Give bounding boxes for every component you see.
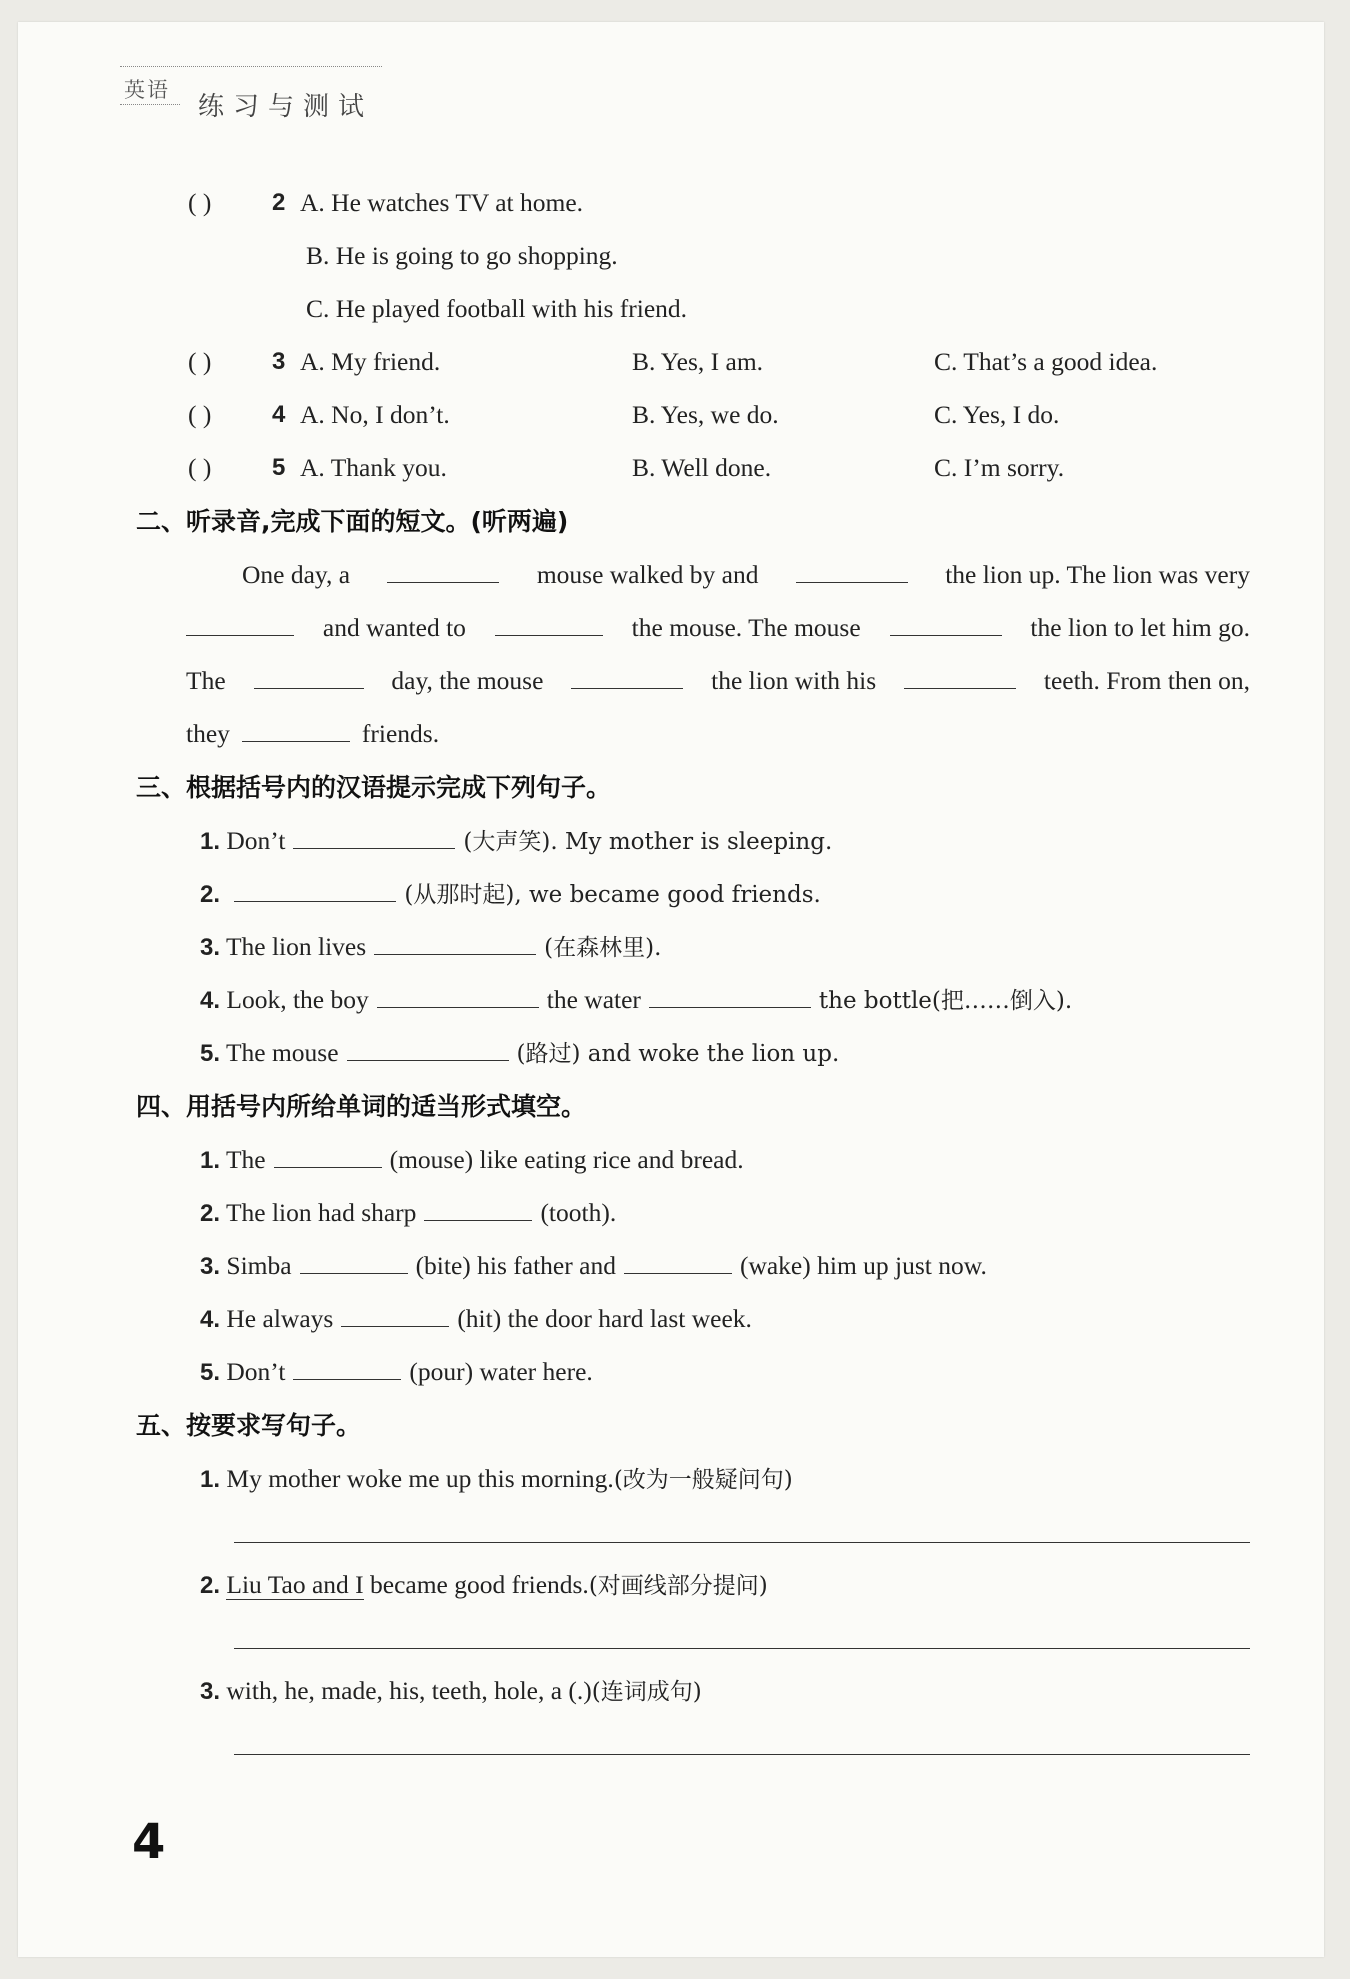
passage-text: the lion to let him go.: [1030, 613, 1250, 642]
item-text: The lion lives: [225, 932, 367, 961]
item-text: (大声笑). My mother is sleeping.: [463, 829, 833, 855]
passage-blank[interactable]: [186, 613, 294, 636]
item-number: 5.: [200, 1359, 221, 1386]
answer-blank[interactable]: [347, 1038, 509, 1061]
item-text: (bite) his father and: [415, 1251, 616, 1280]
answer-blank[interactable]: [341, 1304, 449, 1327]
section-2-heading: 二、听录音,完成下面的短文。(听两遍): [136, 507, 569, 536]
item-number: 4.: [200, 1306, 221, 1333]
s4-item-5: [200, 1356, 593, 1389]
paren-answer-3[interactable]: ( ): [188, 347, 212, 376]
passage-line-4: [186, 718, 439, 750]
header-dotted-rule-short: [120, 104, 180, 105]
item-text: became good friends.: [363, 1570, 589, 1599]
item-num-4: 4: [272, 401, 286, 428]
passage-line-3: [186, 665, 1250, 697]
paren-answer-2[interactable]: ( ): [188, 188, 212, 217]
item-text: (hit) the door hard last week.: [457, 1304, 752, 1333]
item-number: 2.: [200, 1572, 221, 1599]
paren-answer-5[interactable]: ( ): [188, 453, 212, 482]
option-4a: A. No, I don’t.: [300, 400, 450, 429]
item-text: He always: [226, 1304, 334, 1333]
item-text: The lion had sharp: [225, 1198, 417, 1227]
item-number: 1.: [200, 828, 221, 855]
option-3b: B. Yes, I am.: [632, 347, 764, 376]
passage-blank[interactable]: [387, 560, 499, 583]
item-hint: (连词成句): [591, 1679, 702, 1705]
item-number: 5.: [200, 1040, 221, 1067]
item-text: (在森林里).: [544, 935, 662, 961]
page-number: 4: [132, 1814, 166, 1870]
option-4c: C. Yes, I do.: [934, 400, 1060, 429]
item-number: 3.: [200, 1253, 221, 1280]
item-text: (路过) and woke the lion up.: [516, 1041, 840, 1067]
option-3c: C. That’s a good idea.: [934, 347, 1158, 376]
s5-item-2: [200, 1569, 768, 1602]
item-text: the water: [546, 985, 641, 1014]
item-num-3: 3: [272, 348, 286, 375]
passage-blank[interactable]: [796, 560, 908, 583]
passage-blank[interactable]: [242, 719, 350, 742]
item-text: (从那时起), we became good friends.: [404, 882, 821, 908]
item-number: 2.: [200, 881, 221, 908]
item-text: My mother woke me up this morning.: [226, 1464, 614, 1493]
item-num-2: 2: [272, 189, 286, 216]
passage-text: teeth. From then on,: [1043, 666, 1250, 695]
s5-item-1: [200, 1463, 793, 1496]
passage-text: day, the mouse: [391, 666, 544, 695]
s4-item-1: [200, 1144, 744, 1177]
passage-blank[interactable]: [904, 666, 1016, 689]
underlined-phrase: Liu Tao and I: [226, 1570, 364, 1599]
answer-blank[interactable]: [624, 1251, 732, 1274]
passage-text: the lion with his: [711, 666, 877, 695]
s4-item-3: [200, 1250, 987, 1283]
answer-blank[interactable]: [300, 1251, 408, 1274]
s4-item-4: [200, 1303, 752, 1336]
passage-line-2: [186, 612, 1250, 644]
answer-blank[interactable]: [293, 1357, 401, 1380]
s3-item-4: [200, 984, 1072, 1017]
s4-item-2: [200, 1197, 616, 1230]
answer-line-3[interactable]: [234, 1754, 1250, 1755]
item-text: Simba: [226, 1251, 292, 1280]
header-book-title: 练习与测试: [198, 92, 374, 122]
answer-blank[interactable]: [424, 1198, 532, 1221]
section-3-heading: 三、根据括号内的汉语提示完成下列句子。: [136, 773, 612, 802]
answer-blank[interactable]: [293, 826, 455, 849]
passage-text: the mouse. The mouse: [631, 613, 861, 642]
option-3a: A. My friend.: [300, 347, 441, 376]
section-4-heading: 四、用括号内所给单词的适当形式填空。: [136, 1092, 587, 1121]
passage-blank[interactable]: [890, 613, 1002, 636]
item-number: 1.: [200, 1147, 221, 1174]
passage-blank[interactable]: [571, 666, 683, 689]
passage-text: The: [186, 666, 226, 695]
answer-blank[interactable]: [234, 879, 396, 902]
passage-line-1: [242, 559, 1250, 591]
header-dotted-rule: [120, 66, 382, 67]
s3-item-3: [200, 931, 661, 964]
option-2c: C. He played football with his friend.: [306, 294, 688, 323]
item-text: (pour) water here.: [409, 1357, 593, 1386]
item-text: (mouse) like eating rice and bread.: [389, 1145, 744, 1174]
passage-blank[interactable]: [495, 613, 603, 636]
item-text: with, he, made, his, teeth, hole, a (.): [226, 1676, 592, 1705]
item-text: the bottle(把……倒入).: [818, 988, 1073, 1014]
item-text: Look, the boy: [226, 985, 369, 1014]
option-5b: B. Well done.: [632, 453, 772, 482]
s3-item-2: [200, 878, 821, 911]
answer-blank[interactable]: [274, 1145, 382, 1168]
item-number: 2.: [200, 1200, 221, 1227]
item-text: (wake) him up just now.: [739, 1251, 987, 1280]
item-text: Don’t: [226, 1357, 286, 1386]
passage-text: One day, a: [242, 560, 351, 589]
answer-line-2[interactable]: [234, 1648, 1250, 1649]
item-hint: (对画线部分提问): [588, 1573, 768, 1599]
passage-text: friends.: [361, 719, 440, 748]
item-number: 1.: [200, 1466, 221, 1493]
s3-item-1: [200, 825, 832, 858]
header-subject: 英语: [124, 78, 170, 102]
option-4b: B. Yes, we do.: [632, 400, 779, 429]
paren-answer-4[interactable]: ( ): [188, 400, 212, 429]
answer-line-1[interactable]: [234, 1542, 1250, 1543]
option-5a: A. Thank you.: [300, 453, 447, 482]
item-number: 3.: [200, 1678, 221, 1705]
answer-blank[interactable]: [649, 985, 811, 1008]
section-5-heading: 五、按要求写句子。: [136, 1411, 362, 1440]
passage-blank[interactable]: [254, 666, 364, 689]
passage-text: and wanted to: [322, 613, 466, 642]
passage-text: mouse walked by and: [536, 560, 759, 589]
s3-item-5: [200, 1037, 839, 1070]
item-num-5: 5: [272, 454, 286, 481]
item-text: Don’t: [226, 826, 286, 855]
option-2b: B. He is going to go shopping.: [306, 241, 618, 270]
option-5c: C. I’m sorry.: [934, 453, 1065, 482]
option-2a: A. He watches TV at home.: [300, 188, 584, 217]
item-number: 3.: [200, 934, 221, 961]
passage-text: the lion up. The lion was very: [945, 560, 1250, 589]
item-hint: (改为一般疑问句): [613, 1467, 793, 1493]
item-text: The mouse: [225, 1038, 339, 1067]
item-number: 4.: [200, 987, 221, 1014]
item-text: The: [225, 1145, 266, 1174]
s5-item-3: [200, 1675, 702, 1708]
item-text: (tooth).: [540, 1198, 617, 1227]
answer-blank[interactable]: [374, 932, 536, 955]
passage-text: they: [186, 719, 230, 748]
answer-blank[interactable]: [377, 985, 539, 1008]
